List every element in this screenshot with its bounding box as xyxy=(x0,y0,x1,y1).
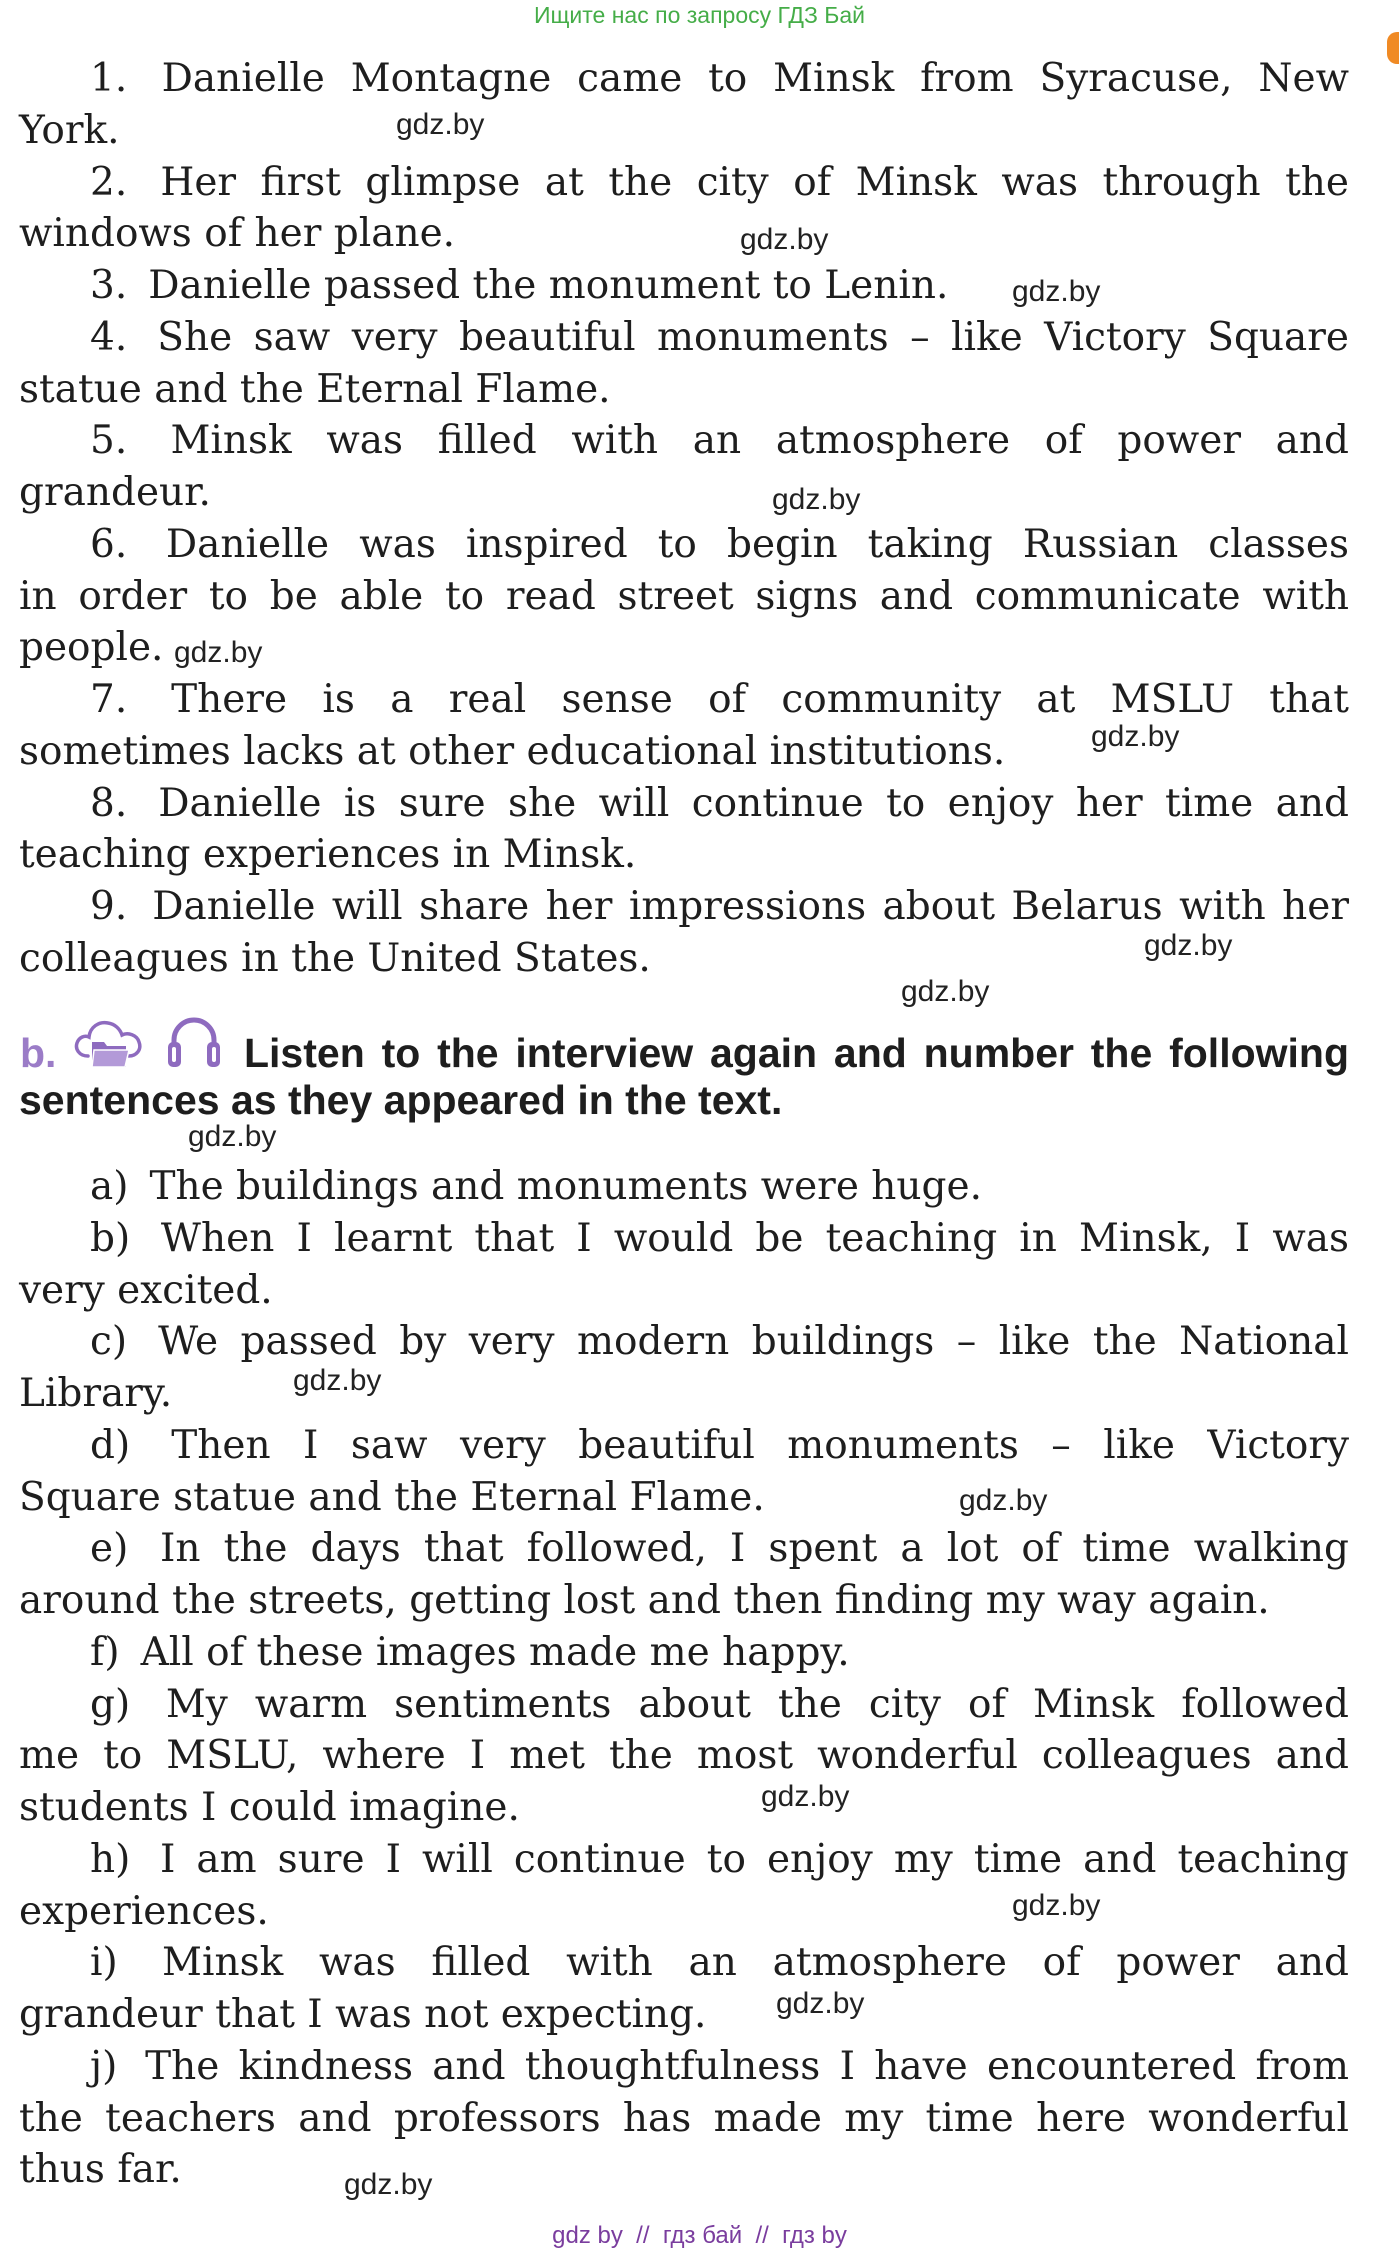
sentence-line xyxy=(19,1627,1349,1679)
watermark: gdz.by xyxy=(1091,720,1180,753)
sentence-d xyxy=(19,1420,1349,1524)
statement-number: 7. xyxy=(90,677,128,722)
sentence-line xyxy=(19,1834,1349,1886)
statement-number: 9. xyxy=(90,884,128,929)
sentence-text: In the days that followed, I spent a lot of time walking xyxy=(159,1526,1349,1572)
statement-line xyxy=(19,674,1349,726)
statement-number: 6. xyxy=(90,521,128,567)
sentence-letter: b) xyxy=(90,1215,131,1261)
sentence-line: Library. xyxy=(19,1371,173,1416)
sentence-line xyxy=(19,1316,1349,1368)
statement-number: 3. xyxy=(90,263,128,308)
sentence-line: experiences. xyxy=(19,1888,269,1934)
sentence-line xyxy=(19,1937,1349,1989)
sentence-line xyxy=(19,1679,1349,1731)
exercise-b-instruction-line: Listen to the interview again and number the following xyxy=(244,1030,1349,1076)
sentence-letter: f) xyxy=(90,1629,120,1675)
statement-1 xyxy=(19,53,1349,157)
sentence-line: the teachers and professors has made my time here wonderful xyxy=(19,2095,1349,2141)
headphones-icon xyxy=(165,1010,223,1070)
statement-line xyxy=(19,881,1349,933)
sentence-text: Minsk was filled with an atmosphere of power and xyxy=(162,1940,1349,1986)
statements-list xyxy=(19,53,1349,985)
sentence-line: thus far. xyxy=(19,2147,182,2193)
sentence-j xyxy=(19,2041,1349,2196)
statement-line: people. xyxy=(19,625,164,671)
watermark: gdz.by xyxy=(761,1780,850,1813)
watermark: gdz.by xyxy=(293,1364,382,1397)
sentence-c xyxy=(19,1316,1349,1420)
page-edge-mark xyxy=(1387,32,1399,64)
sentence-text: When I learnt that I would be teaching in Minsk, I was xyxy=(160,1215,1349,1261)
statement-number: 5. xyxy=(90,418,128,464)
top-search-hint: Ищите нас по запросу ГДЗ Бай xyxy=(533,2,866,28)
sentence-line xyxy=(19,1161,1349,1213)
statement-line xyxy=(19,53,1349,105)
statement-line xyxy=(19,260,1349,312)
sentence-letter: j) xyxy=(90,2043,118,2089)
statement-line: sometimes lacks at other educational institutions. xyxy=(19,728,1006,774)
watermark: gdz.by xyxy=(772,483,861,516)
watermark: gdz.by xyxy=(344,2168,433,2201)
statement-text: Minsk was filled with an atmosphere of power and xyxy=(170,418,1349,464)
sentence-letter: i) xyxy=(90,1940,118,1986)
sentence-letter: c) xyxy=(90,1319,128,1365)
sentence-line xyxy=(19,1420,1349,1472)
sentence-line xyxy=(19,1213,1349,1265)
sentence-line: grandeur that I was not expecting. xyxy=(19,1992,707,2037)
statement-8 xyxy=(19,778,1349,882)
watermark: gdz.by xyxy=(959,1484,1048,1517)
exercise-b-label: b. xyxy=(20,1030,57,1076)
sentence-line: students I could imagine. xyxy=(19,1785,520,1830)
statement-number: 1. xyxy=(90,56,128,101)
watermark: gdz.by xyxy=(1144,929,1233,962)
sentence-e xyxy=(19,1523,1349,1627)
sentence-text: We passed by very modern buildings – like the National xyxy=(158,1319,1349,1365)
statement-4 xyxy=(19,312,1349,416)
watermark: gdz.by xyxy=(901,975,990,1008)
sentence-h xyxy=(19,1834,1349,1938)
sentence-letter: d) xyxy=(90,1422,131,1468)
statement-line xyxy=(19,415,1349,467)
watermark: gdz.by xyxy=(174,636,263,669)
sentence-line: Square statue and the Eternal Flame. xyxy=(19,1474,765,1520)
statement-2 xyxy=(19,157,1349,261)
statement-line xyxy=(19,157,1349,209)
statement-5 xyxy=(19,415,1349,519)
statement-number: 4. xyxy=(90,314,128,360)
statement-line: colleagues in the United States. xyxy=(19,935,651,981)
statement-text: Her first glimpse at the city of Minsk was through the xyxy=(160,159,1349,205)
statement-text: There is a real sense of community at MSLU that xyxy=(171,677,1349,722)
statement-line: windows of her plane. xyxy=(19,211,456,257)
sentence-letter: h) xyxy=(90,1836,131,1882)
exercise-b-instruction-line: sentences as they appeared in the text. xyxy=(19,1077,783,1123)
statement-line: in order to be able to read street signs and communicate with xyxy=(19,573,1349,619)
statement-3 xyxy=(19,260,1349,312)
statement-line xyxy=(19,778,1349,830)
sentence-i xyxy=(19,1937,1349,2041)
sentence-letter: e) xyxy=(90,1526,129,1572)
sentence-g xyxy=(19,1679,1349,1834)
statement-text: Danielle will share her impressions about Belarus with her xyxy=(152,884,1349,929)
statement-line xyxy=(19,519,1349,571)
statement-line: teaching experiences in Minsk. xyxy=(19,832,637,878)
watermark: gdz.by xyxy=(776,1987,865,2020)
sentences-list xyxy=(19,1161,1349,2196)
sentence-letter: a) xyxy=(90,1164,129,1209)
sentence-text: Then I saw very beautiful monuments – like Victory xyxy=(171,1422,1349,1468)
statement-line: statue and the Eternal Flame. xyxy=(19,366,611,412)
cloud-folder-icon xyxy=(72,1012,146,1070)
statement-text: Danielle is sure she will continue to enjoy her time and xyxy=(158,780,1349,826)
sentence-text: I am sure I will continue to enjoy my time and teaching xyxy=(159,1836,1350,1882)
statement-text: She saw very beautiful monuments – like Victory Square xyxy=(157,314,1349,360)
sentence-text: The kindness and thoughtfulness I have encountered from xyxy=(145,2043,1349,2089)
statement-line xyxy=(19,312,1349,364)
sentence-line xyxy=(19,1523,1349,1575)
statement-text: Danielle passed the monument to Lenin. xyxy=(148,263,949,308)
sentence-text: The buildings and monuments were huge. xyxy=(149,1164,982,1209)
statement-number: 8. xyxy=(90,780,128,826)
sentence-line: very excited. xyxy=(19,1267,273,1313)
watermark: gdz.by xyxy=(396,108,485,141)
sentence-f xyxy=(19,1627,1349,1679)
statement-text: Danielle Montagne came to Minsk from Syracuse, New xyxy=(161,56,1349,101)
sentence-b xyxy=(19,1213,1349,1317)
watermark: gdz.by xyxy=(1012,275,1101,308)
statement-text: Danielle was inspired to begin taking Russian classes xyxy=(165,521,1349,567)
sentence-line xyxy=(19,2041,1349,2093)
sentence-letter: g) xyxy=(90,1681,131,1727)
sentence-a xyxy=(19,1161,1349,1213)
statement-line: grandeur. xyxy=(19,470,211,515)
sentence-text: All of these images made me happy. xyxy=(140,1629,850,1675)
sentence-line: me to MSLU, where I met the most wonderful colleagues and xyxy=(19,1733,1349,1779)
statement-line: York. xyxy=(19,107,120,153)
watermark: gdz.by xyxy=(188,1120,277,1153)
footer-site-links: gdz by // гдз бай // гдз by xyxy=(552,2222,847,2249)
watermark: gdz.by xyxy=(740,223,829,256)
statement-number: 2. xyxy=(90,159,128,205)
sentence-text: My warm sentiments about the city of Minsk followed xyxy=(165,1681,1349,1727)
sentence-line: around the streets, getting lost and then finding my way again. xyxy=(19,1578,1270,1623)
watermark: gdz.by xyxy=(1012,1889,1101,1922)
